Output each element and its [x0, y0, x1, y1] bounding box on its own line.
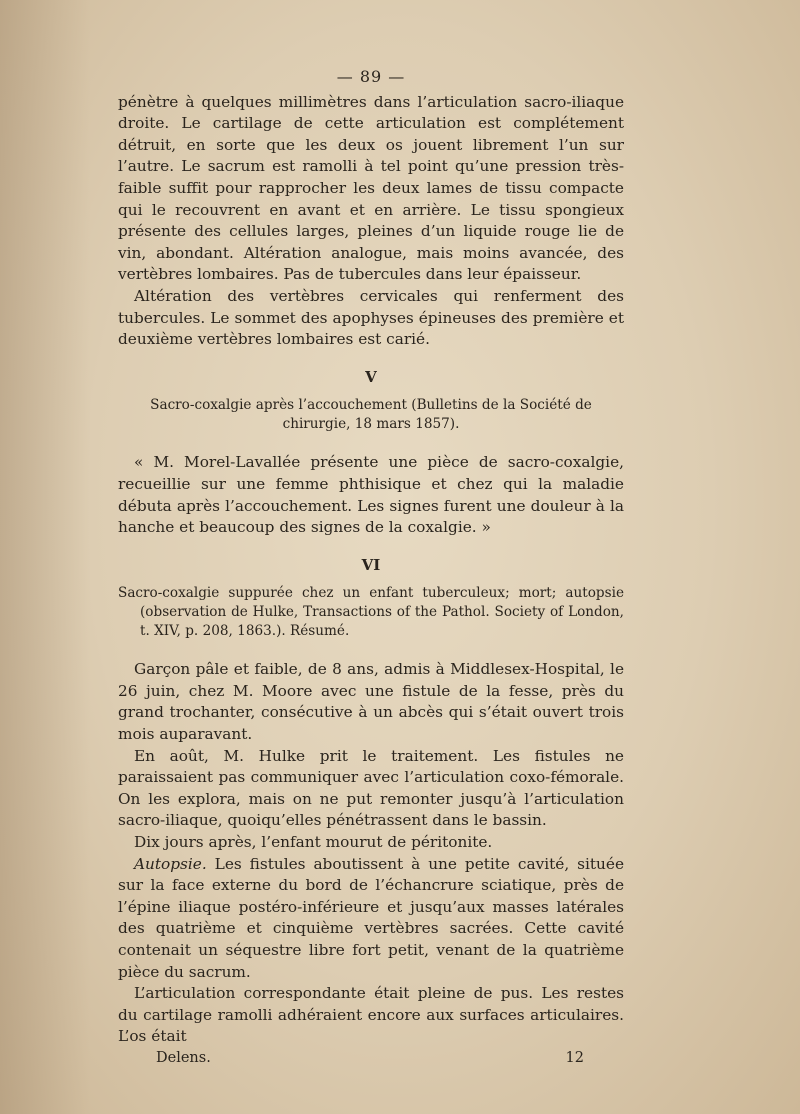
section-vi-paragraph-1: Garçon pâle et faible, de 8 ans, admis à Middlesex-Hospital, le 26 juin, chez M. Moore avec une fistule de la fesse, près du grand trochanter, consécutive à un abcès qui s’était ouvert trois mois auparavant.: [118, 660, 624, 744]
section-vi-paragraph-3: Dix jours après, l’enfant mourut de péritonite.: [134, 833, 493, 852]
autopsy-label: Autopsie.: [134, 854, 207, 873]
footer-author: Delens.: [156, 1049, 211, 1066]
section-vi-paragraph-5: L’articulation correspondante était pleine de pus. Les restes du cartilage ramolli adhéraient encore aux surfaces articulaires. L’os était: [118, 984, 624, 1046]
page-number: — 89 —: [336, 67, 406, 86]
page-footer: [118, 1048, 624, 1070]
section-v-numeral: V: [365, 367, 377, 386]
footer-signature: 12: [565, 1049, 584, 1066]
paragraph-top-2: Altération des vertèbres cervicales qui renferment des tubercules. Le sommet des apophyses épineuses des première et deuxième vertèbres lombaires est carié.: [118, 286, 624, 349]
section-v-body: « M. Morel-Lavallée présente une pièce de sacro-coxalgie, recueillie sur une femme phthisique et chez qui la maladie débuta après l’accouchement. Les signes furent une douleur à la hanche et beaucoup des signes de la coxalgie. »: [118, 453, 624, 537]
text-block: [118, 66, 624, 1070]
section-vi-heading: Sacro-coxalgie suppurée chez un enfant tuberculeux; mort; autopsie (observation de Hulke, Transactions of the Pathol. Society of London, t. XIV, p. 208, 1863.). Résumé.: [118, 585, 624, 640]
autopsy-text: Les fistules aboutissent à une petite cavité, située sur la face externe du bord de l’échancrure sciatique, près de l’épine iliaque postéro-inférieure et jusqu’aux masses latérales des quatrième et cinquième vertèbres sacrées. Cette cavité contenait un séquestre libre fort petit, venant de la quatrième pièce du sacrum.: [118, 854, 624, 981]
section-vi-numeral: VI: [361, 555, 381, 574]
paragraph-top-1: pénètre à quelques millimètres dans l’articulation sacro-iliaque droite. Le cartilage de cette articulation est complétement détruit, en sorte que les deux os jouent librement l’un sur l’autre. Le sacrum est ramolli à tel point qu’une pression très-faible suffit pour rapprocher les deux lames de tissu compacte qui le recouvrent en avant et en arrière. Le tissu spongieux présente des cellules larges, pleines d’un liquide rouge lie de vin, abondant. Altération analogue, mais moins avancée, des vertèbres lombaires. Pas de tubercules dans leur épaisseur.: [118, 92, 624, 284]
section-v-heading: Sacro-coxalgie après l’accouchement (Bulletins de la Société de chirurgie, 18 mars 1857).: [150, 397, 592, 433]
section-vi-paragraph-2: En août, M. Hulke prit le traitement. Les fistules ne paraissaient pas communiquer avec l’articulation coxo-fémorale. On les explora, mais on ne put remonter jusqu’à l’articulation sacro-iliaque, quoiqu’elles pénétrassent dans le bassin.: [118, 746, 624, 830]
section-vi-paragraph-4: [118, 854, 624, 984]
